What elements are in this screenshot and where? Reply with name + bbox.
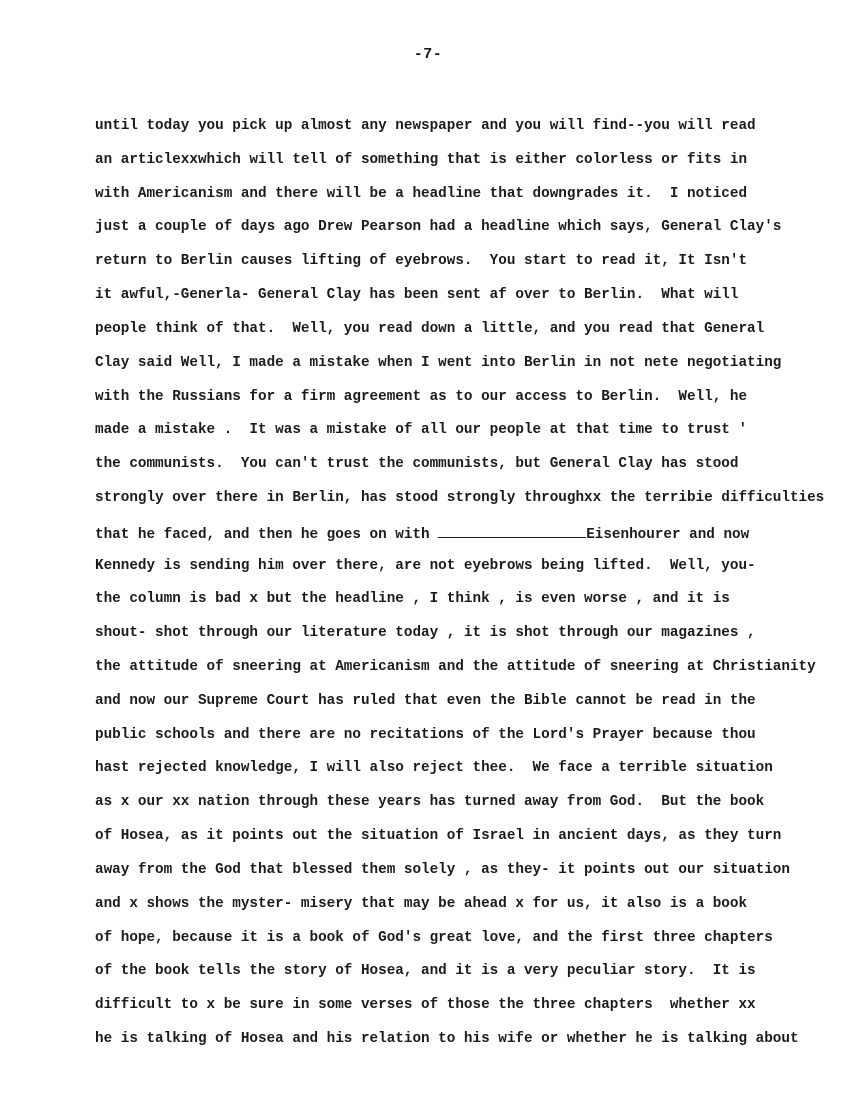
text-line: hast rejected knowledge, I will also reject thee. We face a terrible situation xyxy=(95,760,773,777)
text-line: with Americanism and there will be a headline that downgrades it. I noticed xyxy=(95,185,748,202)
text-line: an articlexxwhich will tell of something that is either colorless or fits in xyxy=(95,151,748,168)
page-number: -7- xyxy=(413,46,443,63)
text-line: public schools and there are no recitations of the Lord's Prayer because thou xyxy=(95,726,756,743)
text-line: difficult to x be sure in some verses of those the three chapters whether xx xyxy=(95,997,756,1014)
text-line: made a mistake . It was a mistake of all our people at that time to trust ' xyxy=(95,422,748,439)
text-line: with the Russians for a firm agreement as to our access to Berlin. Well, he xyxy=(95,388,748,405)
text-line-with-blank xyxy=(95,522,855,556)
text-segment: Eisenhourer and now xyxy=(586,526,750,543)
text-line: just a couple of days ago Drew Pearson had a headline which says, General Clay's xyxy=(95,219,782,236)
text-line: people think of that. Well, you read down a little, and you read that General xyxy=(95,320,765,337)
text-line: strongly over there in Berlin, has stood strongly throughxx the terribie difficulties xyxy=(95,489,825,506)
text-segment: that he faced, and then he goes on with xyxy=(95,526,439,543)
text-line: Kennedy is sending him over there, are not eyebrows being lifted. Well, you- xyxy=(95,557,756,574)
fill-in-blank xyxy=(438,522,586,538)
text-line: of hope, because it is a book of God's great love, and the first three chapters xyxy=(95,929,773,946)
text-line: it awful,-Generla- General Clay has been sent af over to Berlin. What will xyxy=(95,287,739,304)
text-line: the attitude of sneering at Americanism and the attitude of sneering at Christianity xyxy=(95,659,816,675)
text-line: and now our Supreme Court has ruled that even the Bible cannot be read in the xyxy=(95,692,756,709)
text-line: the communists. You can't trust the communists, but General Clay has stood xyxy=(95,456,739,473)
text-line: he is talking of Hosea and his relation to his wife or whether he is talking about xyxy=(95,1030,799,1047)
typed-text-body xyxy=(95,116,855,1063)
text-line: the column is bad x but the headline , I think , is even worse , and it is xyxy=(95,591,730,608)
text-line: as x our xx nation through these years has turned away from God. But the book xyxy=(95,794,765,811)
text-line: of Hosea, as it points out the situation of Israel in ancient days, as they turn xyxy=(95,828,782,845)
text-line: and x shows the myster- misery that may be ahead x for us, it also is a book xyxy=(95,895,748,912)
text-line: shout- shot through our literature today , it is shot through our magazines , xyxy=(95,625,756,642)
text-line: of the book tells the story of Hosea, and it is a very peculiar story. It is xyxy=(95,963,756,980)
text-line: return to Berlin causes lifting of eyebrows. You start to read it, It Isn't xyxy=(95,253,748,270)
text-line: away from the God that blessed them solely , as they- it points out our situation xyxy=(95,861,790,878)
text-line: until today you pick up almost any newspaper and you will find--you will read xyxy=(95,118,756,134)
text-line: Clay said Well, I made a mistake when I went into Berlin in not nete negotiating xyxy=(95,354,782,371)
